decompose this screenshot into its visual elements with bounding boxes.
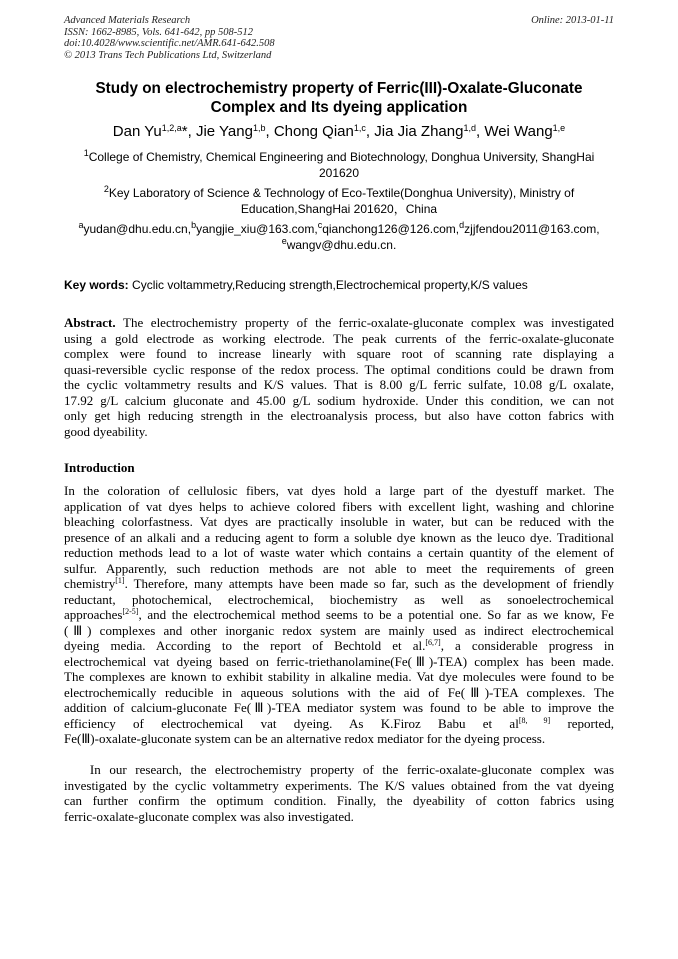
citation-ref[interactable]: [6,7]: [425, 638, 441, 647]
author-sup: 1,2,a: [161, 123, 182, 133]
author-name: Jie Yang: [195, 123, 253, 140]
intro-line: Fe(Ⅲ)-oxalate-gluconate system can be an alternative redox mediator for the dyeing process.: [64, 731, 546, 746]
email-sup: a: [78, 220, 84, 230]
intro-line: addition of calcium-gluconate Fe(Ⅲ)-TEA mediator system was found to be able to improve the: [64, 700, 614, 715]
intro-line: electrochemical vat dyeing based on ferric-triethanolamine(Fe(Ⅲ)-TEA) complex has been made.: [64, 653, 614, 669]
author-list: Dan Yu$^{1,2,a}$*, Jie Yang$^{1,b}$, Chong Qian$^{1,c}$, Jia Jia Zhang$^{1,d}$, Wei Wang$^{1,e}$: [112, 123, 566, 140]
intro-line: reduction methods lead to a lot of waste water which contains a certain quantity of the element of: [64, 545, 614, 560]
affiliation-1: [60, 150, 618, 181]
intro-line: approaches[2-5], and the electrochemical method seems to be a potential one. So far as we know, Fe: [64, 607, 614, 622]
title-line-2: Complex and Its dyeing application: [210, 99, 468, 116]
affiliation-text: Key Laboratory of Science & Technology of Eco-Textile(Donghua University), Ministry of: [108, 186, 575, 200]
intro-line: application of vat dyes helps to achieve colored fibers with excellent light, washing and chlorine: [64, 498, 614, 514]
keywords: [64, 278, 614, 293]
intro-line: In the coloration of cellulosic fibers, vat dyes hold a large part of the dyestuff market. The: [64, 483, 614, 498]
author-name: Dan Yu: [112, 123, 162, 140]
intro-line: electrochemically reducible in aqueous solutions with the aid of Fe(Ⅲ)-TEA complexes. The: [64, 684, 614, 700]
abstract-line: 17.92 g/L calcium gluconate and 45.00 g/L sodium hydroxide. Under this condition, we can not: [64, 392, 614, 408]
intro-line: efficiency of electrochemical vat dyeing. As K.Firoz Babu et al[8, 9] reported,: [64, 715, 615, 731]
journal-issn: ISSN: 1662-8985, Vols. 641-642, pp 508-512: [64, 26, 253, 38]
intro-line: bleaching colorfastness. Vat dyes are practically insoluble in water, but can be reduced with the: [64, 514, 614, 529]
intro-line: (Ⅲ) complexes and other inorganic redox system are mainly used as indirect electrochemical: [64, 622, 614, 638]
abstract-label: Abstract.: [64, 315, 116, 330]
journal-doi: doi:10.4028/www.scientific.net/AMR.641-642.508: [64, 38, 275, 49]
email-address[interactable]: yudan@dhu.edu.cn,: [83, 222, 192, 236]
affiliation-2: [60, 186, 618, 217]
email-sup: d: [459, 220, 465, 230]
affiliation-sup: 1: [83, 148, 89, 158]
intro-line: dyeing media. According to the report of Bechtold et al.[6,7], a considerable progress in: [64, 638, 615, 653]
citation-ref[interactable]: [8, 9]: [518, 715, 551, 725]
keywords-label: Key words:: [64, 278, 129, 292]
email-address[interactable]: yangjie_xiu@163.com,: [196, 222, 318, 236]
author-name: Jia Jia Zhang: [374, 123, 464, 140]
abstract-line: using a gold electrode as working electrode. The peak currents of the ferric-oxalate-gluconate: [64, 330, 614, 346]
citation-ref[interactable]: [1]: [115, 576, 125, 585]
intro-line: presence of an alkali and a reducing agent to form a soluble dye known as the leuco dye. Traditional: [64, 529, 614, 545]
author-sup: 1,b: [252, 123, 266, 133]
paper-title: [64, 79, 614, 117]
author-sup: 1,d: [463, 123, 476, 133]
section-heading: Introduction: [64, 460, 135, 475]
journal-name: Advanced Materials Research: [64, 15, 191, 26]
citation-ref[interactable]: [2-5]: [122, 607, 139, 616]
keywords-text: Cyclic voltammetry,Reducing strength,Electrochemical property,K/S values: [132, 278, 528, 292]
abstract-line: the cyclic voltammetry results and K/S values. That is 8.00 g/L ferric sulfate, 10.08 g/L oxalate,: [64, 377, 614, 392]
email-list: [60, 222, 618, 253]
email-sup: b: [191, 220, 197, 230]
journal-copyright: © 2013 Trans Tech Publications Ltd, Switzerland: [64, 49, 272, 61]
intro-line: chemistry[1]. Therefore, many attempts have been made so far, such as the development of friendly: [64, 576, 614, 591]
intro-line: sulfur. Apparently, such reduction methods are not able to meet the requirements of green: [64, 560, 614, 576]
email-address[interactable]: qianchong126@126.com,: [322, 222, 460, 236]
intro-line: In our research, the electrochemistry property of the ferric-oxalate-gluconate complex was: [64, 762, 614, 777]
introduction-paragraph-1: [64, 483, 614, 747]
author-name: Wei Wang: [484, 123, 553, 140]
title-line-1: Study on electrochemistry property of Ferric(III)-Oxalate-Gluconate: [95, 80, 583, 97]
intro-line: reductant, photochemical, electrochemical, biochemistry as well as sonoelectrochemical: [64, 591, 614, 607]
abstract-line: The electrochemistry property of the ferric-oxalate-gluconate complex was investigated: [115, 315, 614, 330]
affiliation-text: 201620: [318, 165, 360, 180]
affiliation-text: College of Chemistry, Chemical Engineering and Biotechnology, Donghua University, ShangHai: [88, 150, 595, 164]
intro-line: ferric-oxalate-gluconate complex was also investigated.: [64, 808, 354, 824]
abstract-line: only get high reducing strength in the electroanalysis process, but also have cotton fabrics with: [64, 408, 614, 423]
abstract-line: quasi-reversible cyclic response of the redox process. The optimal conditions could be drawn from: [64, 361, 614, 377]
author-name: Chong Qian: [273, 123, 354, 140]
introduction-paragraph-2: [64, 762, 614, 824]
email-address[interactable]: wangv@dhu.edu.cn.: [286, 237, 397, 252]
abstract-line: good dyeability.: [64, 423, 148, 439]
journal-header: [64, 15, 614, 61]
email-sup: e: [281, 235, 287, 246]
email-address[interactable]: zjjfendou2011@163.com,: [464, 222, 600, 236]
corresponding-mark: *: [181, 123, 188, 140]
affiliation-sup: 2: [103, 184, 109, 194]
author-sup: 1,e: [552, 123, 566, 133]
intro-line: The complexes are known to exhibit stability in alkaline media. Vat dye molecules were found to be: [64, 669, 614, 684]
intro-line: investigated by the cyclic voltammetry experiments. The K/S values obtained from the vat dyeing: [64, 777, 614, 793]
intro-line: can further confirm the optimum condition. Finally, the dyeability of cotton fabrics using: [64, 793, 614, 808]
author-sup: 1,c: [353, 123, 366, 133]
abstract-line: complex were found to increase linearly with square root of scanning rate displaying a: [64, 346, 614, 361]
affiliation-text: Education,ShangHai 201620，China: [240, 201, 438, 216]
online-date: Online: 2013-01-11: [531, 15, 614, 26]
abstract: [64, 315, 614, 439]
email-sup: c: [317, 220, 323, 230]
